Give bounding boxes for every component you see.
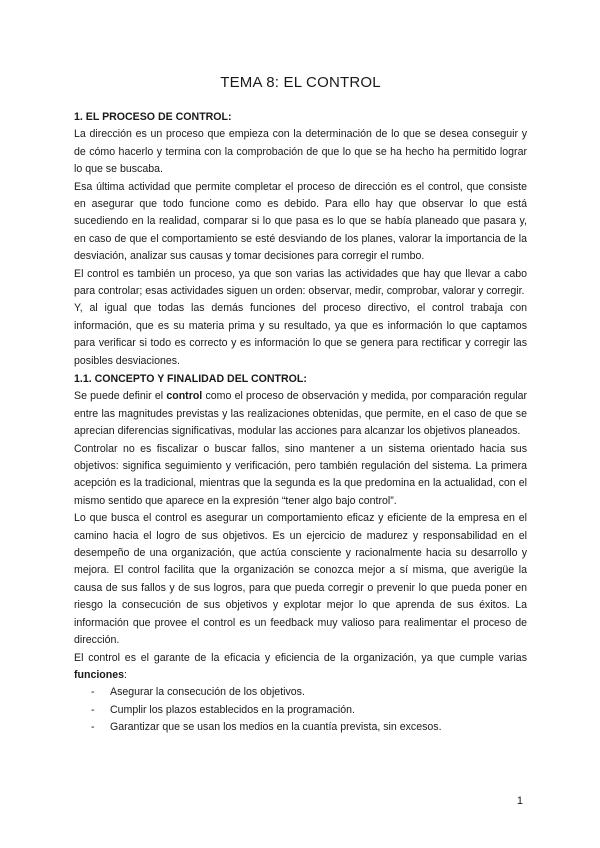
list-item <box>74 719 527 736</box>
paragraph: Controlar no es fiscalizar o buscar fallos, sino mantener a un sistema orientado hacia sus objetivos: significa seguimiento y verificación, pero también regulación del sistema. La primera acepción es la tradicional, mientras que la segunda es la que predomina en la actualidad, con el mismo sentido que aparece en la expresión “tener algo bajo control”. <box>74 442 527 507</box>
text-run: : <box>124 668 127 681</box>
bold-term-funciones: funciones <box>74 668 125 681</box>
paragraph: El control es también un proceso, ya que son varias las actividades que hay que llevar a cabo para controlar; esas actividades siguen un orden: observar, medir, comprobar, valorar y corregir. <box>74 267 527 298</box>
list-item-text: Asegurar la consecución de los objetivos. <box>110 686 305 699</box>
bold-term-control: control <box>166 390 203 403</box>
paragraph: Y, al igual que todas las demás funciones del proceso directivo, el control trabaja con información, que es su materia prima y su resultado, ya que es información lo que captamos para verificar si todo es correcto y es información lo que se genera para rectificar y corregir las posibles desviaciones. <box>74 302 527 367</box>
list-dash: - <box>91 686 95 699</box>
page-number: 1 <box>516 795 523 807</box>
section-1-1 <box>74 371 527 737</box>
paragraph-definition <box>74 388 527 440</box>
list-item <box>74 702 527 719</box>
paragraph: La dirección es un proceso que empieza con la determinación de lo que se desea conseguir y de cómo hacerlo y termina con la comprobación de que lo que se ha hecho ha permitido lograr lo que se buscaba. <box>74 128 527 176</box>
page-title: TEMA 8: EL CONTROL <box>220 74 381 91</box>
list-item-text: Cumplir los plazos establecidos en la programación. <box>110 703 355 716</box>
paragraph: Esa última actividad que permite completar el proceso de dirección es el control, que consiste en asegurar que todo funcione como es debido. Para ello hay que observar lo que está sucediendo en la realidad, comparar si lo que pasa es lo que se había planeado que pasara y, en caso de que el comportamiento se esté desviando de los planes, valorar la importancia de la desviación, analizar sus causas y tomar decisiones para corregir el rumbo. <box>74 180 527 263</box>
list-item-text: Garantizar que se usan los medios en la cuantía prevista, sin excesos. <box>110 721 442 734</box>
text-run: como el proceso de observación y medida, por comparación regular entre las magnitudes previstas y las realizaciones obtenidas, que permite, en el caso de que se aprecian diferencias significativas, modular las acciones para alcanzar los objetivos planeados. <box>74 390 527 438</box>
paragraph-functions <box>74 650 527 685</box>
list-dash: - <box>91 721 95 734</box>
list-item <box>74 684 527 701</box>
text-run: Se puede definir el <box>74 390 167 403</box>
list-dash: - <box>91 703 95 716</box>
section-1-heading: 1. EL PROCESO DE CONTROL: <box>74 111 232 123</box>
text-run: El control es el garante de la eficacia y eficiencia de la organización, ya que cumple varias <box>74 651 527 664</box>
functions-list <box>74 684 527 736</box>
paragraph: Lo que busca el control es asegurar un comportamiento eficaz y eficiente de la empresa en el camino hacia el logro de sus objetivos. Es un ejercicio de madurez y responsabilidad en el desempeño de una organización, que actúa consciente y racionalmente hacia su desarrollo y mejora. El control facilita que la organización se conozca mejor a sí misma, que averigüe la causa de sus fallos y de sus logros, para que pueda corregir o prevenir lo que pueda poner en riesgo la consecución de sus objetivos y explotar mejor lo que aprenda de sus éxitos. La información que provee el control es un feedback muy valioso para realimentar el proceso de dirección. <box>74 512 527 647</box>
section-1-1-heading: 1.1. CONCEPTO Y FINALIDAD DEL CONTROL: <box>74 373 307 385</box>
section-1 <box>74 109 527 370</box>
